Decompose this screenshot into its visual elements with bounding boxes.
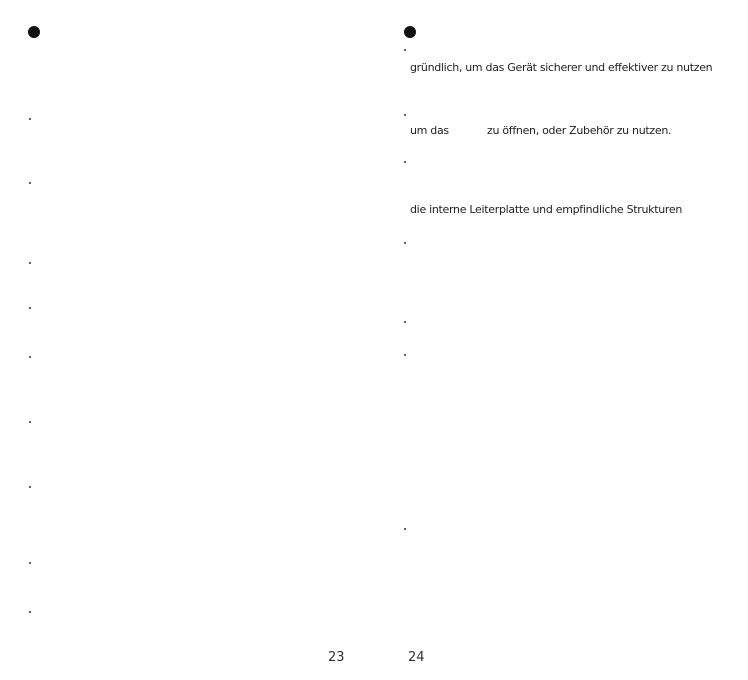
list-bullet bbox=[404, 49, 406, 51]
page-number: 24 bbox=[408, 650, 425, 665]
list-bullet bbox=[29, 182, 31, 184]
list-bullet bbox=[404, 161, 406, 163]
list-bullet bbox=[404, 354, 406, 356]
page-number: 23 bbox=[328, 650, 345, 665]
text-line: gründlich, um das Gerät sicherer und effektiver zu nutzen bbox=[410, 61, 713, 74]
list-bullet bbox=[29, 562, 31, 564]
text-line: zu öffnen, oder Zubehör zu nutzen. bbox=[487, 124, 672, 137]
text-line: die interne Leiterplatte und empfindliche Strukturen bbox=[410, 203, 683, 216]
list-bullet bbox=[404, 242, 406, 244]
list-bullet bbox=[404, 321, 406, 323]
section-marker bbox=[28, 26, 40, 38]
list-bullet bbox=[29, 356, 31, 358]
text-line: um das bbox=[410, 124, 449, 137]
list-bullet bbox=[29, 307, 31, 309]
list-bullet bbox=[29, 262, 31, 264]
right-page bbox=[374, 0, 748, 680]
list-bullet bbox=[404, 114, 406, 116]
list-bullet bbox=[29, 611, 31, 613]
list-bullet bbox=[29, 118, 31, 120]
list-bullet bbox=[404, 528, 406, 530]
list-bullet bbox=[29, 421, 31, 423]
section-marker bbox=[404, 26, 416, 38]
list-bullet bbox=[29, 486, 31, 488]
